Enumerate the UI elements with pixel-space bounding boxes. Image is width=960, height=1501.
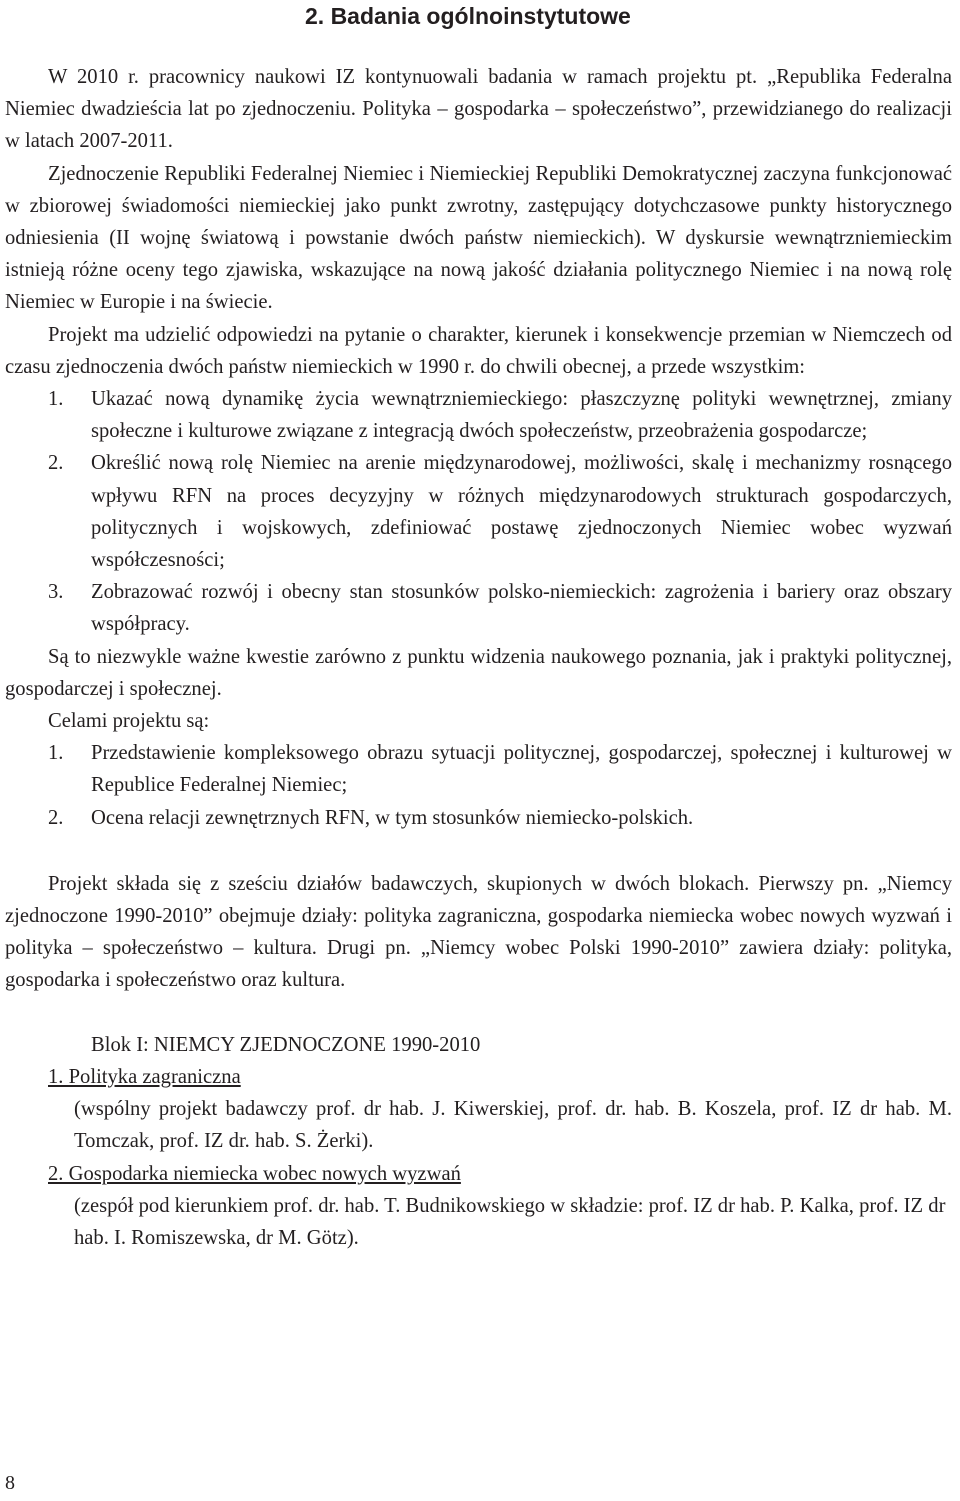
list-item	[5, 383, 952, 447]
document-page	[0, 2, 960, 1501]
list-item-number: 2.	[48, 452, 64, 475]
spacer	[5, 834, 952, 868]
list-item-text: Przedstawienie kompleksowego obrazu sytuacji politycznej, gospodarczej, społecznej i kulturowej w Republice Federalnej Niemiec;	[91, 742, 952, 797]
list-item-number: 3.	[48, 581, 64, 604]
section-title-text: 1. Polityka zagraniczna	[48, 1065, 241, 1088]
paragraph-project-aim: Projekt ma udzielić odpowiedzi na pytanie o charakter, kierunek i konsekwencje przemian w Niemczech od czasu zjednoczenia dwóch państw niemieckich w 1990 r. do chwili obecnej, a przede wszystkim:	[5, 323, 952, 378]
list-item	[5, 802, 952, 834]
section-title-text: 2. Gospodarka niemiecka wobec nowych wyzwań	[48, 1162, 461, 1185]
paragraph-context: Zjednoczenie Republiki Federalnej Niemiec i Niemieckiej Republiki Demokratycznej zaczyna funkcjonować w zbiorowej świadomości niemieckiej jako punkt zwrotny, zastępujący dotychczasowe punkty historycznego odniesienia (II wojnę światową i powstanie dwóch państw niemieckich). W dyskursie wewnątrzniemieckim istnieją różne oceny tego zjawiska, wskazujące na nową jakość działania politycznego Niemiec i na nową rolę Niemiec w Europie i na świecie.	[5, 162, 952, 314]
list-item-text: Ocena relacji zewnętrznych RFN, w tym stosunków niemiecko-polskich.	[91, 806, 694, 829]
list-item-text: Zobrazować rozwój i obecny stan stosunków polsko-niemieckich: zagrożenia i bariery oraz obszary współpracy.	[91, 581, 952, 636]
project-goals-list	[5, 737, 952, 834]
section-description: (zespół pod kierunkiem prof. dr. hab. T. Budnikowskiego w składzie: prof. IZ dr hab. P. Kalka, prof. IZ dr hab. I. Romiszewska, dr M. Götz).	[74, 1194, 946, 1249]
paragraph-structure: Projekt składa się z sześciu działów badawczych, skupionych w dwóch blokach. Pierwszy pn. „Niemcy zjednoczone 1990-2010” obejmuje działy: polityka zagraniczna, gospodarka niemiecka wobec nowych wyzwań i polityka – społeczeństwo – kultura. Drugi pn. „Niemcy wobec Polski 1990-2010” zawiera działy: polityka, gospodarka i społeczeństwo oraz kultura.	[5, 872, 952, 992]
list-item-text: Określić nową rolę Niemiec na arenie międzynarodowej, możliwości, skalę i mechanizmy rosnącego wpływu RFN na proces decyzyjny w różnych międzynarodowych strukturach gospodarczych, politycznych i wojskowych, zdefiniować postawę zjednoczonych Niemiec wobec wyzwań współczesności;	[91, 452, 952, 572]
list-item	[5, 447, 952, 576]
section-description: (wspólny projekt badawczy prof. dr hab. J. Kiwerskiej, prof. dr. hab. B. Koszela, prof. IZ dr hab. M. Tomczak, prof. IZ dr. hab. S. Żerki).	[74, 1098, 952, 1153]
spacer	[5, 997, 952, 1029]
project-tasks-list	[5, 383, 952, 641]
list-item	[5, 576, 952, 640]
page-number: 8	[5, 1472, 15, 1494]
list-item	[5, 737, 952, 801]
paragraph-importance: Są to niezwykle ważne kwestie zarówno z punktu widzenia naukowego poznania, jak i praktyki politycznej, gospodarczej i społecznej.	[5, 645, 952, 700]
document-body	[5, 61, 952, 1254]
block-title: Blok I: NIEMCY ZJEDNOCZONE 1990-2010	[91, 1033, 481, 1056]
list-item-number: 1.	[48, 388, 64, 411]
section-title	[5, 1061, 952, 1093]
paragraph-goals-intro: Celami projektu są:	[48, 710, 210, 733]
list-item-number: 1.	[48, 742, 64, 765]
list-item-number: 2.	[48, 806, 64, 829]
list-item-text: Ukazać nową dynamikę życia wewnątrzniemieckiego: płaszczyznę polityki wewnętrznej, zmiany społeczne i kulturowe związane z integracją dwóch społeczeństw, przeobrażenia gospodarcze;	[91, 388, 952, 443]
section-heading: 2. Badania ogólnoinstytutowe	[305, 3, 631, 29]
section-heading-wrap	[305, 2, 952, 30]
section-title	[5, 1158, 952, 1190]
paragraph-intro: W 2010 r. pracownicy naukowi IZ kontynuowali badania w ramach projektu pt. „Republika Federalna Niemiec dwadzieścia lat po zjednoczeniu. Polityka – gospodarka – społeczeństwo”, przewidzianego do realizacji w latach 2007-2011.	[5, 66, 952, 153]
